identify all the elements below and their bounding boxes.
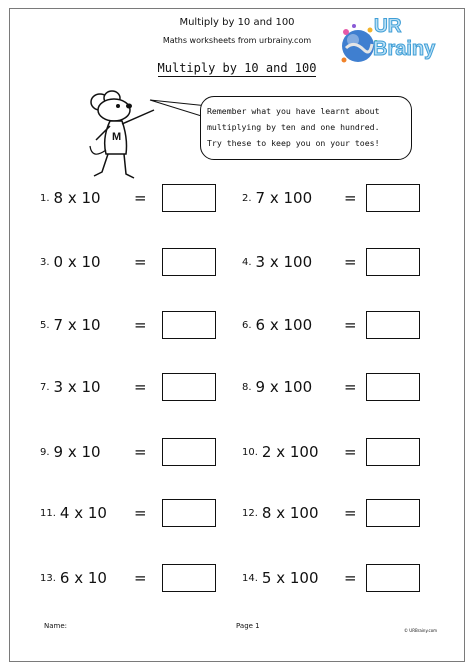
header-title: Multiply by 10 and 100 xyxy=(179,17,295,28)
page-number: Page 1 xyxy=(236,622,260,630)
question-number: 4. xyxy=(242,256,252,268)
equals-sign: = xyxy=(134,316,147,334)
equals-sign: = xyxy=(134,569,147,587)
question-14 xyxy=(242,564,319,592)
answer-box-7[interactable] xyxy=(162,373,216,401)
equals-sign: = xyxy=(344,504,357,522)
question-12 xyxy=(242,499,319,527)
question-expression: 3 x 10 xyxy=(53,378,101,396)
question-5 xyxy=(40,311,101,339)
equals-sign: = xyxy=(344,569,357,587)
question-3 xyxy=(40,248,101,276)
question-expression: 2 x 100 xyxy=(261,443,319,461)
speech-bubble-tail xyxy=(148,96,208,126)
answer-box-6[interactable] xyxy=(366,311,420,339)
question-expression: 5 x 100 xyxy=(261,569,319,587)
question-expression: 0 x 10 xyxy=(53,253,101,271)
question-expression: 9 x 100 xyxy=(255,378,313,396)
question-expression: 7 x 100 xyxy=(255,189,313,207)
question-number: 11. xyxy=(40,507,56,519)
question-number: 7. xyxy=(40,381,50,393)
question-number: 6. xyxy=(242,319,252,331)
question-expression: 8 x 100 xyxy=(261,504,319,522)
logo-text-brainy: Brainy xyxy=(373,38,436,60)
question-number: 3. xyxy=(40,256,50,268)
copyright: © URBrainy.com xyxy=(404,628,438,633)
question-number: 9. xyxy=(40,446,50,458)
question-9 xyxy=(40,438,101,466)
question-1 xyxy=(40,184,101,212)
question-number: 8. xyxy=(242,381,252,393)
equals-sign: = xyxy=(134,253,147,271)
question-expression: 6 x 10 xyxy=(59,569,107,587)
logo-text-ur: UR xyxy=(374,16,402,37)
equals-sign: = xyxy=(344,189,357,207)
question-expression: 9 x 10 xyxy=(53,443,101,461)
question-number: 5. xyxy=(40,319,50,331)
answer-box-8[interactable] xyxy=(366,373,420,401)
worksheet-title: Multiply by 10 and 100 xyxy=(157,61,317,75)
speech-bubble xyxy=(200,96,412,160)
answer-box-10[interactable] xyxy=(366,438,420,466)
equals-sign: = xyxy=(134,504,147,522)
question-number: 12. xyxy=(242,507,258,519)
question-8 xyxy=(242,373,312,401)
question-expression: 8 x 10 xyxy=(53,189,101,207)
question-6 xyxy=(242,311,312,339)
answer-box-5[interactable] xyxy=(162,311,216,339)
header-subtitle: Maths worksheets from urbrainy.com xyxy=(162,36,312,45)
question-number: 10. xyxy=(242,446,258,458)
equals-sign: = xyxy=(344,443,357,461)
equals-sign: = xyxy=(344,253,357,271)
equals-sign: = xyxy=(134,443,147,461)
question-expression: 4 x 10 xyxy=(59,504,107,522)
question-13 xyxy=(40,564,107,592)
answer-box-13[interactable] xyxy=(162,564,216,592)
answer-box-1[interactable] xyxy=(162,184,216,212)
question-7 xyxy=(40,373,101,401)
question-11 xyxy=(40,499,107,527)
question-expression: 7 x 10 xyxy=(53,316,101,334)
mascot-letter: M xyxy=(112,131,122,143)
answer-box-12[interactable] xyxy=(366,499,420,527)
question-10 xyxy=(242,438,319,466)
answer-box-14[interactable] xyxy=(366,564,420,592)
answer-box-3[interactable] xyxy=(162,248,216,276)
bubble-line-3: Try these to keep you on your toes! xyxy=(207,138,380,148)
question-number: 1. xyxy=(40,192,50,204)
bubble-line-2: multiplying by ten and one hundred. xyxy=(207,122,380,132)
question-number: 14. xyxy=(242,572,258,584)
answer-box-11[interactable] xyxy=(162,499,216,527)
equals-sign: = xyxy=(344,316,357,334)
equals-sign: = xyxy=(134,189,147,207)
equals-sign: = xyxy=(344,378,357,396)
answer-box-4[interactable] xyxy=(366,248,420,276)
question-4 xyxy=(242,248,312,276)
answer-box-2[interactable] xyxy=(366,184,420,212)
question-expression: 3 x 100 xyxy=(255,253,313,271)
name-label: Name: xyxy=(44,622,68,630)
question-number: 13. xyxy=(40,572,56,584)
bubble-line-1: Remember what you have learnt about xyxy=(207,106,380,116)
question-number: 2. xyxy=(242,192,252,204)
question-2 xyxy=(242,184,312,212)
question-expression: 6 x 100 xyxy=(255,316,313,334)
answer-box-9[interactable] xyxy=(162,438,216,466)
equals-sign: = xyxy=(134,378,147,396)
